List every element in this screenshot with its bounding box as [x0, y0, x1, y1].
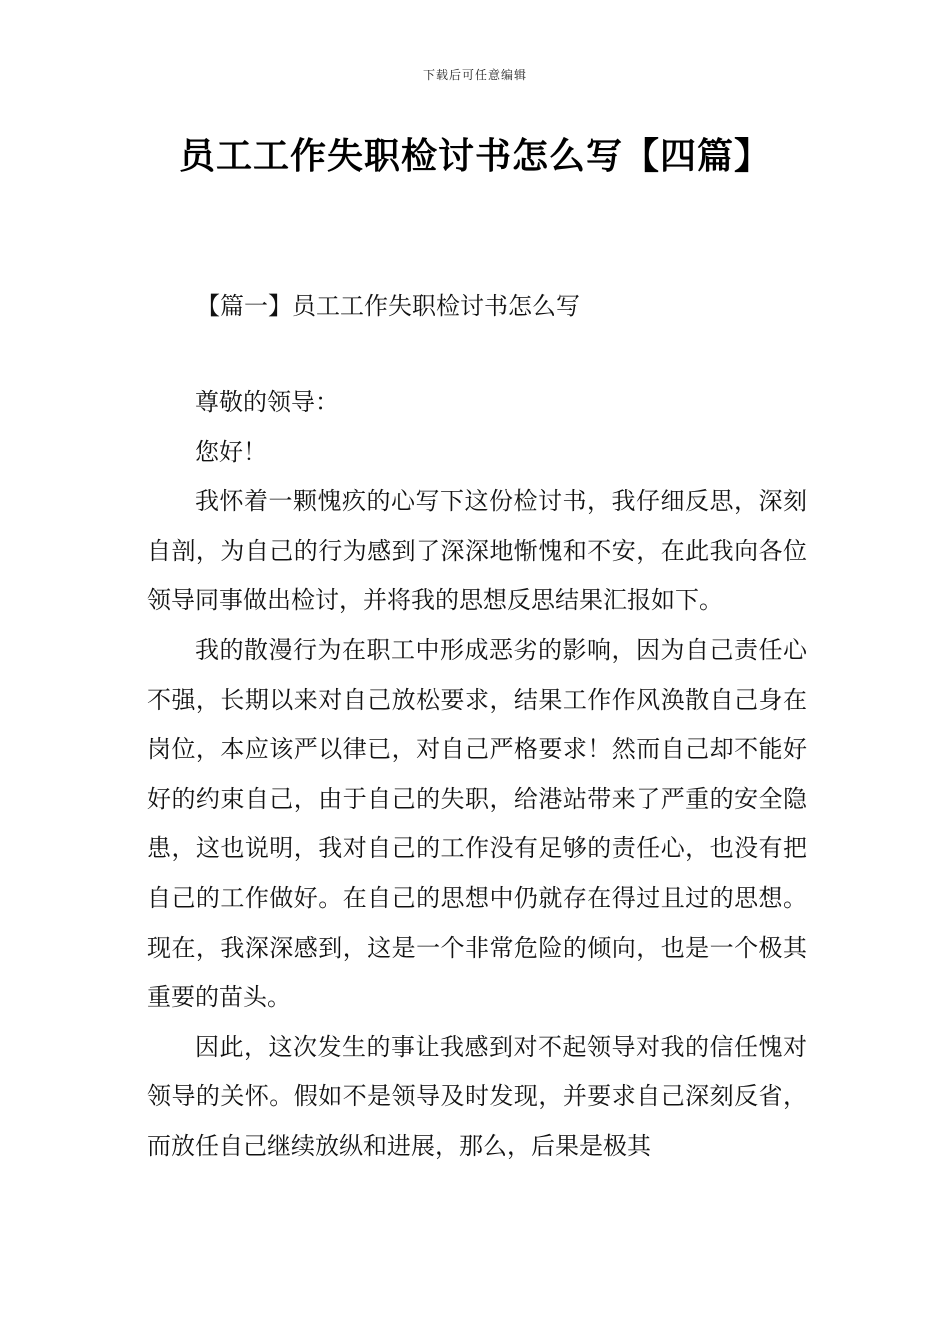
- document-body: [147, 378, 807, 1172]
- body-paragraph: 我怀着一颗愧疚的心写下这份检讨书，我仔细反思，深刻自剖，为自己的行为感到了深深地惭愧和不安，在此我向各位领导同事做出检讨，并将我的思想反思结果汇报如下。: [147, 487, 807, 615]
- body-paragraph: 我的散漫行为在职工中形成恶劣的影响，因为自己责任心不强，长期以来对自己放松要求，结果工作作风涣散自己身在岗位，本应该严以律已，对自己严格要求！然而自己却不能好好的约束自己，由于自己的失职，给港站带来了严重的安全隐患，这也说明，我对自己的工作没有足够的责任心，也没有把自己的工作做好。在自己的思想中仍就存在得过且过的思想。现在，我深深感到，这是一个非常危险的倾向，也是一个极其重要的苗头。: [147, 635, 807, 1012]
- body-paragraph: 因此，这次发生的事让我感到对不起领导对我的信任愧对领导的关怀。假如不是领导及时发现，并要求自己深刻反省，而放任自己继续放纵和进展，那么，后果是极其: [147, 1032, 807, 1160]
- greeting: 您好！: [195, 437, 267, 466]
- section-heading: 【篇一】员工工作失职检讨书怎么写: [196, 292, 580, 320]
- header-note: 下载后可任意编辑: [422, 68, 527, 82]
- document-title: 员工工作失职检讨书怎么写【四篇】: [178, 135, 771, 177]
- salutation: 尊敬的领导：: [195, 388, 339, 416]
